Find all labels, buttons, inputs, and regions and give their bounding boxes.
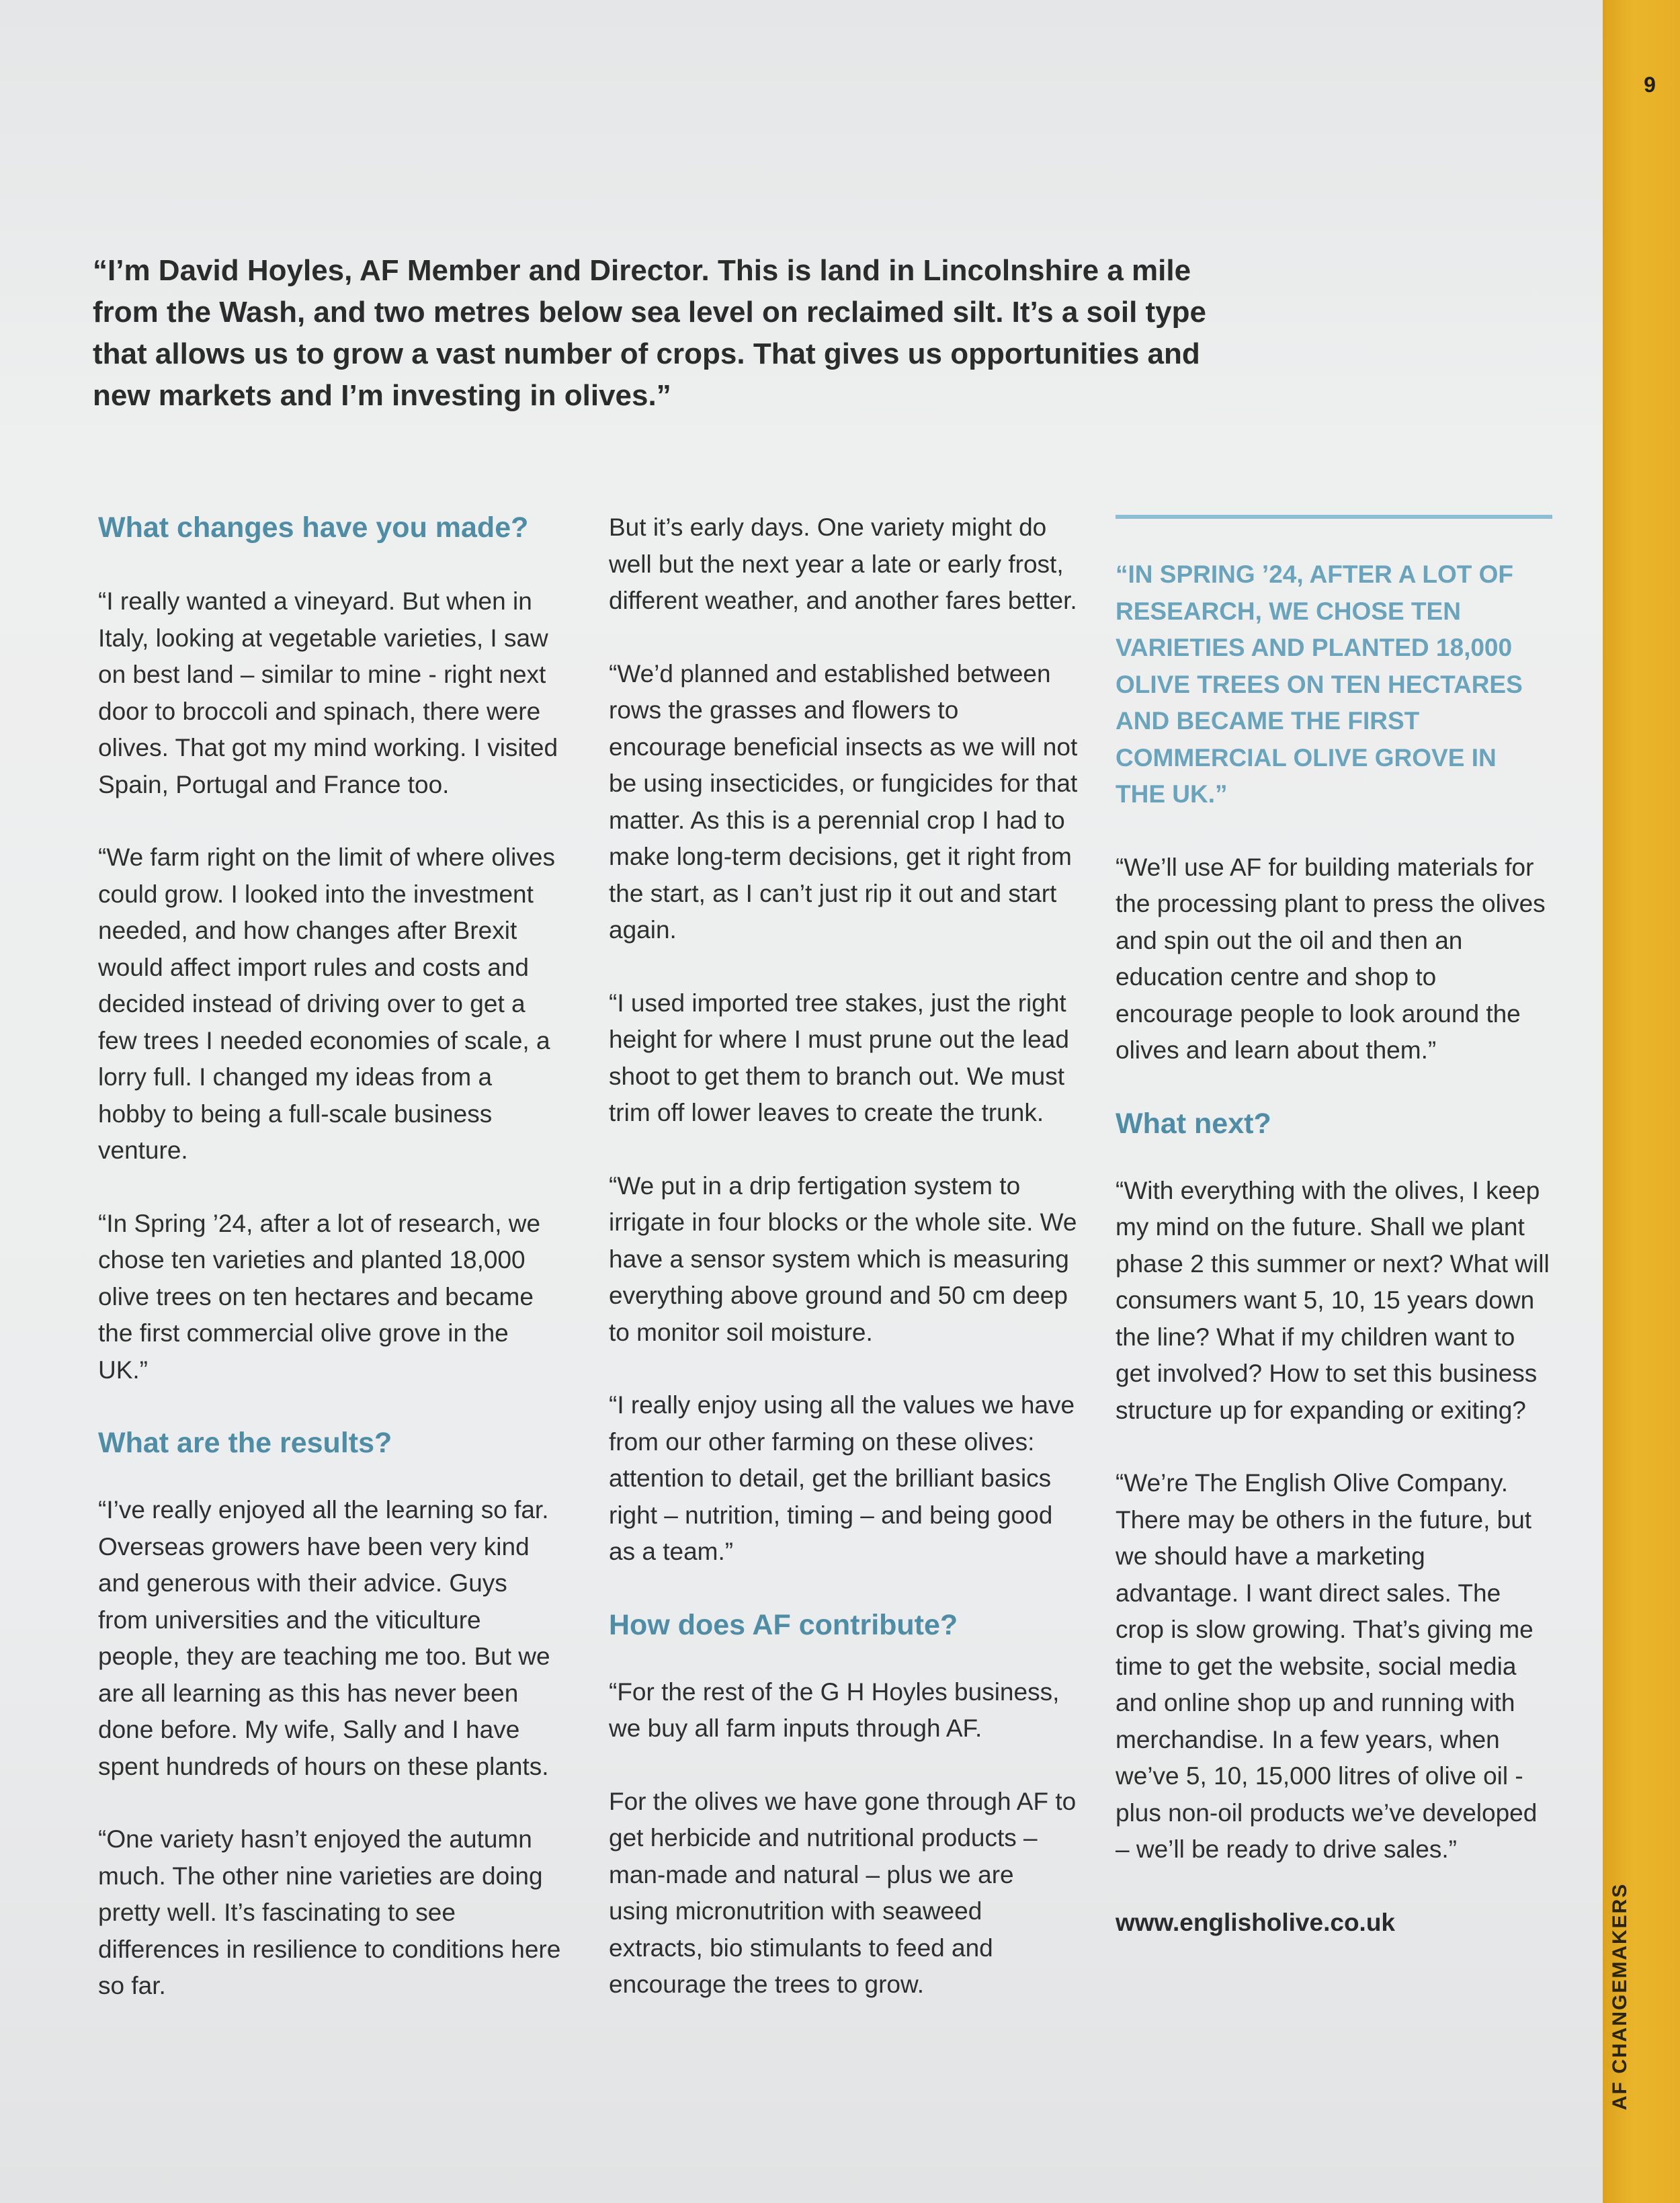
paragraph: “In Spring ’24, after a lot of research, we chose ten varieties and planted 18,000 olive trees on ten hectares and became the first commercial olive grove in the UK.”: [98, 1209, 541, 1384]
section-label: AF CHANGEMAKERS: [1609, 1882, 1631, 2110]
pull-quote: “IN SPRING ’24, AFTER A LOT OF RESEARCH, WE CHOSE TEN VARIETIES AND PLANTED 18,000 OLIVE TREES ON TEN HECTARES AND BECAME THE FIRST COMMERCIAL OLIVE GROVE IN THE UK.”: [1116, 560, 1523, 808]
paragraph: “I’ve really enjoyed all the learning so far. Overseas growers have been very kind and generous with their advice. Guys from universities and the viticulture people, they are teaching me too. But we are all learning as this has never been done before. My wife, Sally and I have spent hundreds of hours on these plants.: [98, 1496, 550, 1780]
heading-af-contribute: How does AF contribute?: [609, 1608, 958, 1641]
paragraph: “I really wanted a vineyard. But when in Italy, looking at vegetable varieties, I saw on best land – similar to mine - right next door to broccoli and spinach, there were olives. That got my mind working. I visited Spain, Portugal and France too.: [98, 587, 558, 798]
heading-what-next: What next?: [1116, 1107, 1271, 1140]
website-link[interactable]: www.englisholive.co.uk: [1116, 1908, 1395, 1936]
intro-quote: “I’m David Hoyles, AF Member and Director. This is land in Lincolnshire a mile from the Wash, and two metres below sea level on reclaimed silt. It’s a soil type that allows us to grow a vast number of crops. That gives us opportunities and new markets and I’m investing in olives.”: [93, 254, 1207, 412]
section-spine: [1603, 0, 1680, 2203]
paragraph: “We put in a drip fertigation system to irrigate in four blocks or the whole site. We have a sensor system which is measuring everything above ground and 50 cm deep to monitor soil moisture.: [609, 1171, 1077, 1346]
heading-what-changes: What changes have you made?: [98, 511, 529, 544]
paragraph: “We’d planned and established between rows the grasses and flowers to encourage beneficial insects as we will not be using insecticides, or fungicides for that matter. As this is a perennial crop I had to make long-term decisions, get it right from the start, as I can’t just rip it out and start again.: [609, 659, 1078, 944]
paragraph: “I used imported tree stakes, just the right height for where I must prune out the lead shoot to get them to branch out. We must trim off lower leaves to create the trunk.: [609, 989, 1069, 1126]
column-middle: [609, 509, 1079, 2040]
paragraph: “With everything with the olives, I keep my mind on the future. Shall we plant phase 2 this summer or next? What will consumers want 5, 10, 15 years down the line? What if my children want to get involved? How to set this business structure up for expanding or exiting?: [1116, 1176, 1550, 1424]
paragraph: But it’s early days. One variety might do well but the next year a late or early frost, different weather, and another fares better.: [609, 513, 1077, 614]
page-number: 9: [1644, 73, 1656, 97]
column-right: [1116, 515, 1552, 1977]
paragraph: For the olives we have gone through AF to get herbicide and nutritional products – man-made and natural – plus we are using micronutrition with seaweed extracts, bio stimulants to feed and encourage the trees to grow.: [609, 1787, 1077, 1998]
paragraph: “For the rest of the G H Hoyles business, we buy all farm inputs through AF.: [609, 1677, 1060, 1742]
heading-results: What are the results?: [98, 1427, 392, 1459]
pullquote-divider: [1116, 515, 1552, 519]
column-left: [98, 509, 562, 2041]
paragraph: “One variety hasn’t enjoyed the autumn much. The other nine varieties are doing pretty well. It’s fascinating to see differences in resilience to conditions here so far.: [98, 1825, 561, 1999]
paragraph: “I really enjoy using all the values we have from our other farming on these olives: attention to detail, get the brilliant basics right – nutrition, timing – and being good as a team.”: [609, 1391, 1075, 1565]
paragraph: “We farm right on the limit of where olives could grow. I looked into the investment needed, and how changes after Brexit would affect import rules and costs and decided instead of driving over to get a few trees I needed economies of scale, a lorry full. I changed my ideas from a hobby to being a full-scale business venture.: [98, 843, 555, 1164]
paragraph: “We’ll use AF for building materials for the processing plant to press the olives and spin out the oil and then an education centre and shop to encourage people to look around the olives and learn about them.”: [1116, 853, 1546, 1064]
paragraph: “We’re The English Olive Company. There may be others in the future, but we should have a marketing advantage. I want direct sales. The crop is slow growing. That’s giving me time to get the website, social media and online shop up and running with merchandise. In a few years, when we’ve 5, 10, 15,000 litres of olive oil - plus non-oil products we’ve developed – we’ll be ready to drive sales.”: [1116, 1469, 1538, 1863]
